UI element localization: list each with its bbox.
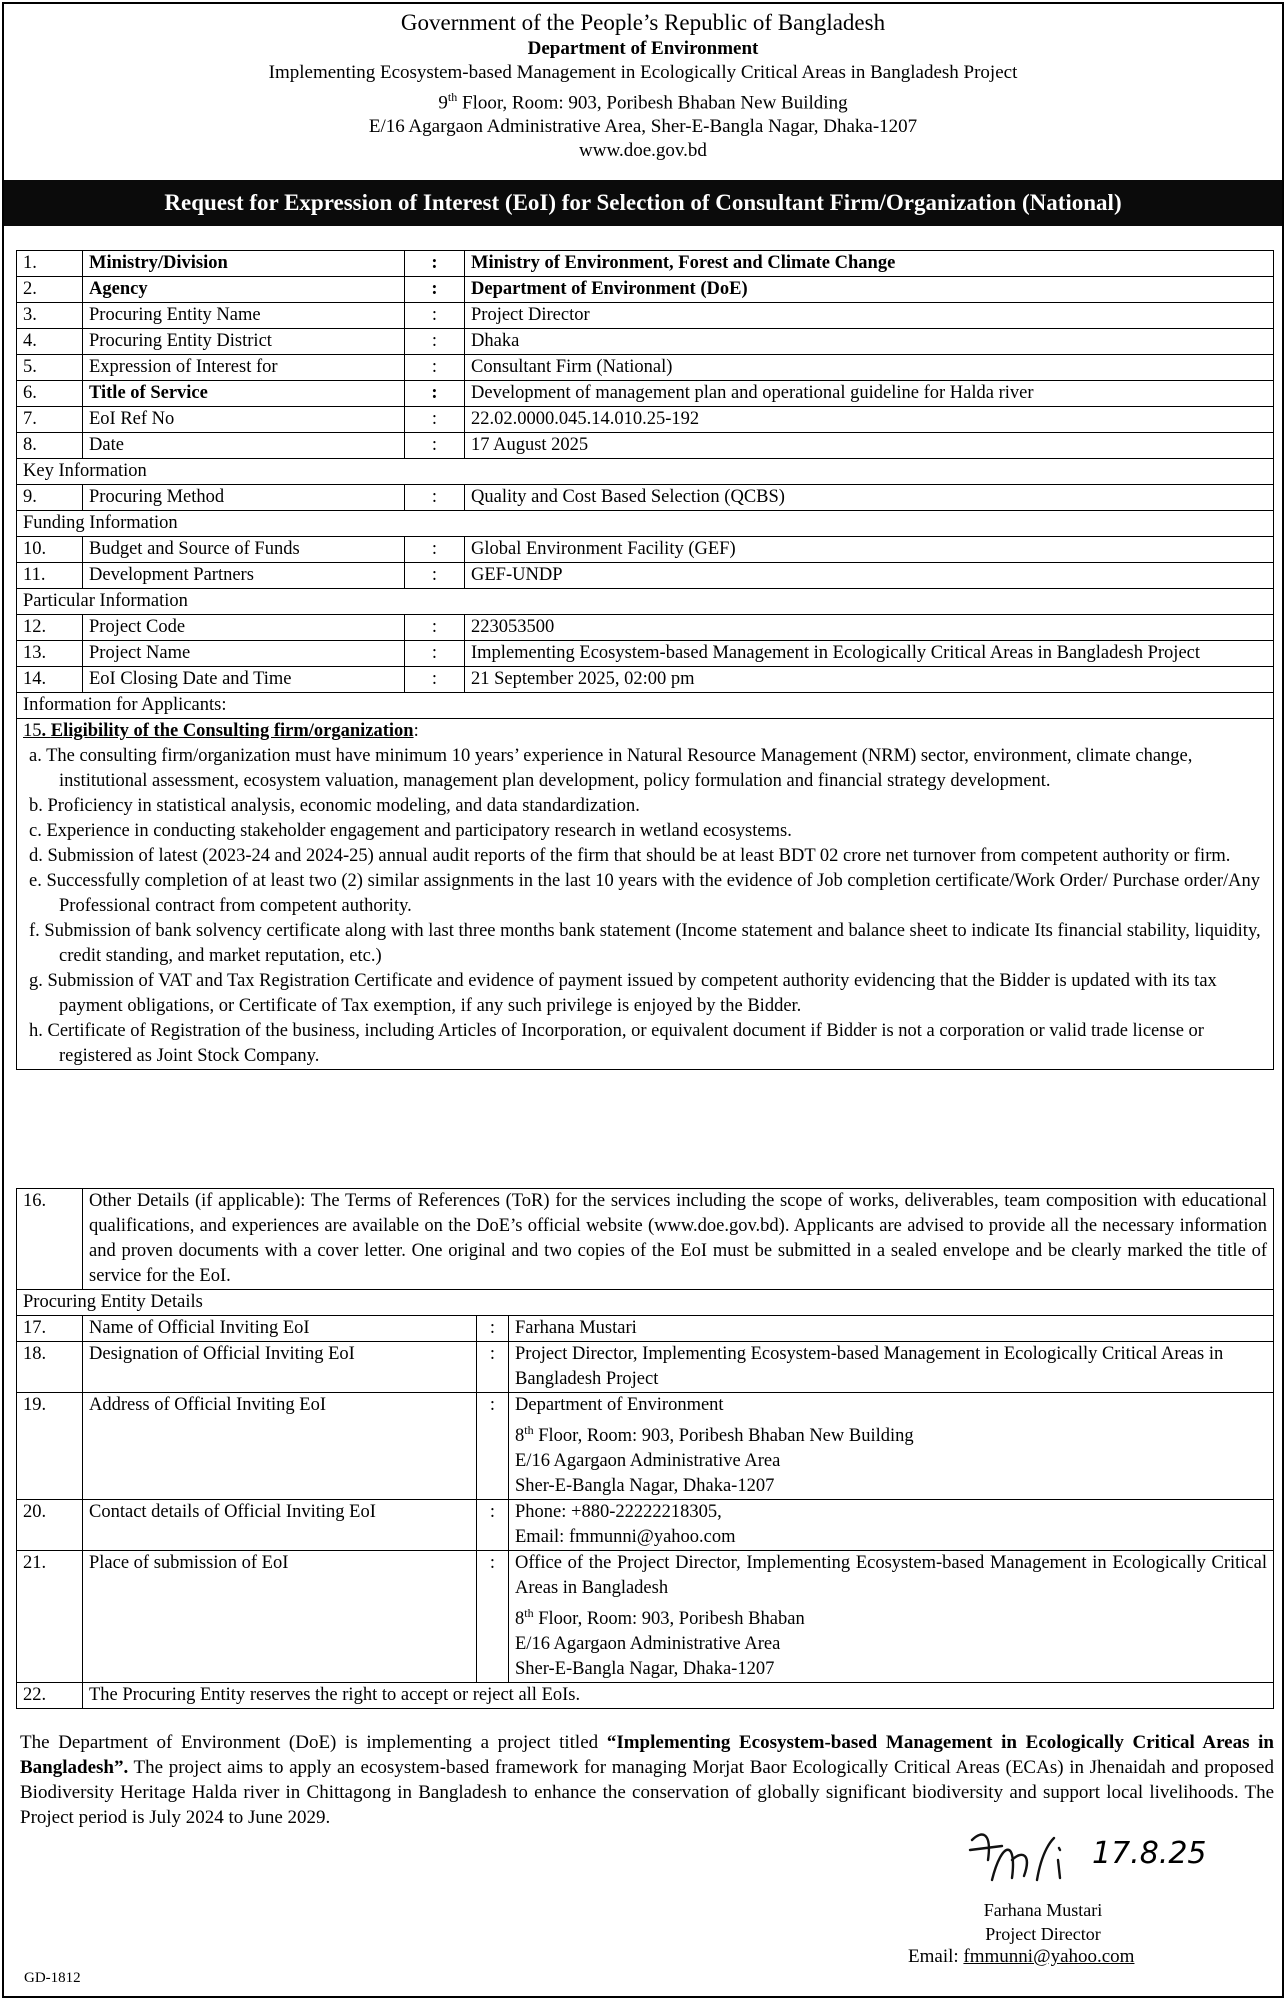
row-value: 22.02.0000.045.14.010.25-192	[465, 407, 1274, 433]
eligibility-list	[23, 744, 1267, 1069]
section-procuring-entity-details: Procuring Entity Details	[17, 1290, 1274, 1316]
row-colon: :	[405, 277, 465, 303]
header-project: Implementing Ecosystem-based Management in Ecologically Critical Areas in Bangladesh Project	[268, 62, 1018, 83]
table-row	[17, 641, 1274, 667]
eligibility-item: e. Successfully completion of at least two (2) similar assignments in the last 10 years with the evidence of Job completion certificate/Work Order/ Purchase order/Any Professional contract from competent authority.	[29, 871, 1260, 916]
row-value: Project Director, Implementing Ecosystem-based Management in Ecologically Critical Areas in Bangladesh Project	[509, 1342, 1274, 1393]
row-colon: :	[405, 303, 465, 329]
row-number: 4.	[17, 329, 83, 355]
eligibility-item: b. Proficiency in statistical analysis, economic modeling, and data standardization.	[29, 796, 640, 816]
address-floor-rest: Floor, Room: 903, Poribesh Bhaban New Building	[533, 1426, 914, 1447]
section-row	[17, 511, 1274, 537]
row-number: 7.	[17, 407, 83, 433]
submission-line: Office of the Project Director, Implementing Ecosystem-based Management in Ecologically Critical Areas in Bangladesh	[515, 1553, 1267, 1599]
signatory-email-link[interactable]: fmmunni@yahoo.com	[963, 1946, 1135, 1967]
table-row	[17, 329, 1274, 355]
row-number: 1.	[17, 251, 83, 277]
row-colon: :	[405, 615, 465, 641]
address-line: Sher-E-Bangla Nagar, Dhaka-1207	[515, 1476, 775, 1497]
row-value: Dhaka	[465, 329, 1274, 355]
project-description	[20, 1730, 1274, 1830]
table-row	[17, 381, 1274, 407]
row-number: 17.	[17, 1316, 83, 1342]
row-label: Expression of Interest for	[83, 355, 405, 381]
row-label: Title of Service	[83, 381, 405, 407]
description-body: The project aims to apply an ecosystem-based framework for managing Morjat Baor Ecologically Critical Areas (ECAs) in Jhenaidah and proposed Biodiversity Heritage Halda river in Chittagong in Bangladesh to enhance the conservation of globally significant biodiversity and support local livelihoods. The Project period is July 2024 to June 2029.	[20, 1757, 1274, 1828]
row-colon: :	[405, 563, 465, 589]
eligibility-title-lead: .	[41, 721, 51, 741]
table-row	[17, 537, 1274, 563]
row-colon: :	[405, 641, 465, 667]
submission-line: Sher-E-Bangla Nagar, Dhaka-1207	[515, 1659, 775, 1680]
details-table-top	[16, 250, 1274, 1070]
row-colon: :	[477, 1342, 509, 1393]
submission-floor-sup: th	[524, 1606, 534, 1621]
row-label: Address of Official Inviting EoI	[83, 1393, 477, 1500]
row-number: 12.	[17, 615, 83, 641]
table-row	[17, 1316, 1274, 1342]
table-row	[17, 433, 1274, 459]
eoi-notice-page	[2, 2, 1284, 1998]
row-number: 11.	[17, 563, 83, 589]
section-key-information: Key Information	[17, 459, 1274, 485]
eligibility-item: f. Submission of bank solvency certificate along with last three months bank statement (Income statement and balance sheet to indicate Its financial stability, liquidity, credit standing, and market reputation, etc.)	[29, 921, 1261, 966]
row-colon: :	[405, 433, 465, 459]
row-colon: :	[405, 407, 465, 433]
row-label: EoI Ref No	[83, 407, 405, 433]
row-value: Farhana Mustari	[509, 1316, 1274, 1342]
signature-date: 17.8.25	[1092, 1836, 1207, 1871]
header-floor	[4, 85, 1282, 115]
row-value: 21 September 2025, 02:00 pm	[465, 667, 1274, 693]
row-colon: :	[477, 1316, 509, 1342]
row-label: Project Name	[83, 641, 405, 667]
row-number: 3.	[17, 303, 83, 329]
row-number: 10.	[17, 537, 83, 563]
row-label: EoI Closing Date and Time	[83, 667, 405, 693]
submission-floor-rest: Floor, Room: 903, Poribesh Bhaban	[533, 1609, 805, 1630]
signatory-title: Project Director	[985, 1924, 1101, 1944]
row-value: Implementing Ecosystem-based Management in Ecologically Critical Areas in Bangladesh Project	[465, 641, 1274, 667]
table-row	[17, 667, 1274, 693]
row-value: Project Director	[465, 303, 1274, 329]
row-value: Global Environment Facility (GEF)	[465, 537, 1274, 563]
row-value: Consultant Firm (National)	[465, 355, 1274, 381]
header-floor-rest: Floor, Room: 903, Poribesh Bhaban New Building	[457, 92, 848, 114]
row-colon: :	[405, 485, 465, 511]
section-particular-information: Particular Information	[17, 589, 1274, 615]
header-department: Department of Environment	[527, 38, 759, 59]
row-value	[509, 1551, 1274, 1683]
row-label: Procuring Entity District	[83, 329, 405, 355]
section-funding-information: Funding Information	[17, 511, 1274, 537]
row-label: Budget and Source of Funds	[83, 537, 405, 563]
row-colon: :	[477, 1551, 509, 1683]
table-row	[17, 407, 1274, 433]
row-colon: :	[477, 1500, 509, 1551]
table-row	[17, 485, 1274, 511]
table-row	[17, 1342, 1274, 1393]
row-colon: :	[405, 329, 465, 355]
letterhead	[4, 8, 1282, 163]
eligibility-item: a. The consulting firm/organization must have minimum 10 years’ experience in Natural Resource Management (NRM) sector, environment, climate change, institutional assessment, ecosystem valuation, management plan development, policy formulation and financial strategy development.	[29, 746, 1193, 791]
table-row	[17, 615, 1274, 641]
row-number: 14.	[17, 667, 83, 693]
signature-mark	[962, 1820, 1102, 1900]
row-label: Ministry/Division	[83, 251, 405, 277]
row-label: Name of Official Inviting EoI	[83, 1316, 477, 1342]
section-information-for-applicants: Information for Applicants:	[17, 693, 1274, 719]
row-value: 17 August 2025	[465, 433, 1274, 459]
row-colon: :	[405, 381, 465, 407]
table-row	[17, 1393, 1274, 1500]
eligibility-title: Eligibility of the Consulting firm/organization	[50, 721, 414, 741]
row-value	[509, 1500, 1274, 1551]
row-value: Department of Environment (DoE)	[465, 277, 1274, 303]
signatory-name: Farhana Mustari	[983, 1900, 1103, 1920]
row-value	[509, 1393, 1274, 1500]
header-floor-num: 9	[438, 92, 448, 114]
row-number: 5.	[17, 355, 83, 381]
section-row	[17, 693, 1274, 719]
contact-email[interactable]: Email: fmmunni@yahoo.com	[515, 1527, 736, 1548]
address-floor-num: 8	[515, 1426, 525, 1447]
row-label: Contact details of Official Inviting EoI	[83, 1500, 477, 1551]
signatory-email-label: Email:	[908, 1946, 964, 1967]
address-line: E/16 Agargaon Administrative Area	[515, 1451, 781, 1472]
submission-line	[515, 1601, 1267, 1632]
eligibility-item: g. Submission of VAT and Tax Registration Certificate and evidence of payment issued by competent authority evidencing that the Bidder is updated with its tax payment obligations, or Certificate of Tax exemption, if any such privilege is enjoyed by the Bidder.	[29, 971, 1217, 1016]
row-colon: :	[405, 537, 465, 563]
row-value: GEF-UNDP	[465, 563, 1274, 589]
table-row	[17, 563, 1274, 589]
row-value: Quality and Cost Based Selection (QCBS)	[465, 485, 1274, 511]
submission-floor-num: 8	[515, 1609, 525, 1630]
table-row	[17, 1551, 1274, 1683]
address-floor-sup: th	[524, 1423, 534, 1437]
row-number: 18.	[17, 1342, 83, 1393]
table-row	[17, 1500, 1274, 1551]
address-line: Department of Environment	[515, 1395, 724, 1415]
eligibility-heading	[23, 719, 1267, 744]
section-row	[17, 589, 1274, 615]
row-label: Development Partners	[83, 563, 405, 589]
row-label: Place of submission of EoI	[83, 1551, 477, 1683]
header-address: E/16 Agargaon Administrative Area, Sher-E-Bangla Nagar, Dhaka-1207	[368, 116, 918, 138]
row-value: Ministry of Environment, Forest and Climate Change	[465, 251, 1274, 277]
section-row	[17, 459, 1274, 485]
notice-banner: Request for Expression of Interest (EoI) for Selection of Consultant Firm/Organization (National)	[4, 180, 1282, 226]
document-code: GD-1812	[24, 1970, 81, 1986]
eligibility-cell	[17, 719, 1274, 1070]
section-row	[17, 1290, 1274, 1316]
row-number: 2.	[17, 277, 83, 303]
row-colon: :	[477, 1393, 509, 1500]
contact-phone: Phone: +880-22222218305,	[515, 1502, 722, 1523]
row-label: Project Code	[83, 615, 405, 641]
header-floor-sup: th	[447, 90, 458, 104]
row-number: 21.	[17, 1551, 83, 1683]
row-label: Agency	[83, 277, 405, 303]
row-colon: :	[405, 667, 465, 693]
description-project-title: “Implementing Ecosystem-based Management in Ecologically Critical Areas in Bangladesh”.	[20, 1732, 1274, 1778]
table-row	[17, 1189, 1274, 1290]
row-value: 223053500	[465, 615, 1274, 641]
row-number: 6.	[17, 381, 83, 407]
other-details-text: Other Details (if applicable): The Terms of References (ToR) for the services including the scope of works, deliverables, team composition with educational qualifications, and experiences are available on the DoE’s official website (www.doe.gov.bd). Applicants are advised to provide all the necessary information and proven documents with a cover letter. One original and two copies of the EoI must be submitted in a sealed envelope and be clearly marked the title of service for the EoI.	[83, 1189, 1274, 1290]
eligibility-number: 15	[23, 721, 42, 741]
row-number: 20.	[17, 1500, 83, 1551]
row-label: Procuring Entity Name	[83, 303, 405, 329]
row-number: 13.	[17, 641, 83, 667]
row-colon: :	[405, 355, 465, 381]
row-number: 19.	[17, 1393, 83, 1500]
row-number: 9.	[17, 485, 83, 511]
table-row	[17, 303, 1274, 329]
eligibility-colon: :	[413, 721, 419, 741]
table-row	[17, 251, 1274, 277]
row-label: Date	[83, 433, 405, 459]
eligibility-row	[17, 719, 1274, 1070]
table-row	[17, 277, 1274, 303]
row-number: 22.	[17, 1683, 83, 1709]
address-line	[515, 1418, 1267, 1449]
signatory	[968, 1898, 1118, 1946]
row-colon: :	[405, 251, 465, 277]
row-number: 8.	[17, 433, 83, 459]
eligibility-item: h. Certificate of Registration of the business, including Articles of Incorporation, or equivalent document if Bidder is not a corporation or valid trade license or registered as Joint Stock Company.	[29, 1021, 1204, 1066]
description-intro: The Department of Environment (DoE) is implementing a project titled	[20, 1732, 607, 1753]
submission-line: E/16 Agargaon Administrative Area	[515, 1634, 781, 1655]
header-website: www.doe.gov.bd	[579, 140, 707, 162]
header-government: Government of the People’s Republic of Bangladesh	[400, 10, 886, 35]
table-row	[17, 355, 1274, 381]
eligibility-item: c. Experience in conducting stakeholder engagement and participatory research in wetland ecosystems.	[29, 821, 792, 841]
reservation-text: The Procuring Entity reserves the right to accept or reject all EoIs.	[83, 1683, 1274, 1709]
row-number: 16.	[17, 1189, 83, 1290]
row-label: Designation of Official Inviting EoI	[83, 1342, 477, 1393]
table-row	[17, 1683, 1274, 1709]
row-label: Procuring Method	[83, 485, 405, 511]
eligibility-item: d. Submission of latest (2023-24 and 2024-25) annual audit reports of the firm that should be at least BDT 02 crore net turnover from competent authority or firm.	[29, 846, 1231, 866]
details-table-bottom	[16, 1188, 1274, 1709]
row-value: Development of management plan and operational guideline for Halda river	[465, 381, 1274, 407]
signatory-email-line	[908, 1946, 1134, 1968]
